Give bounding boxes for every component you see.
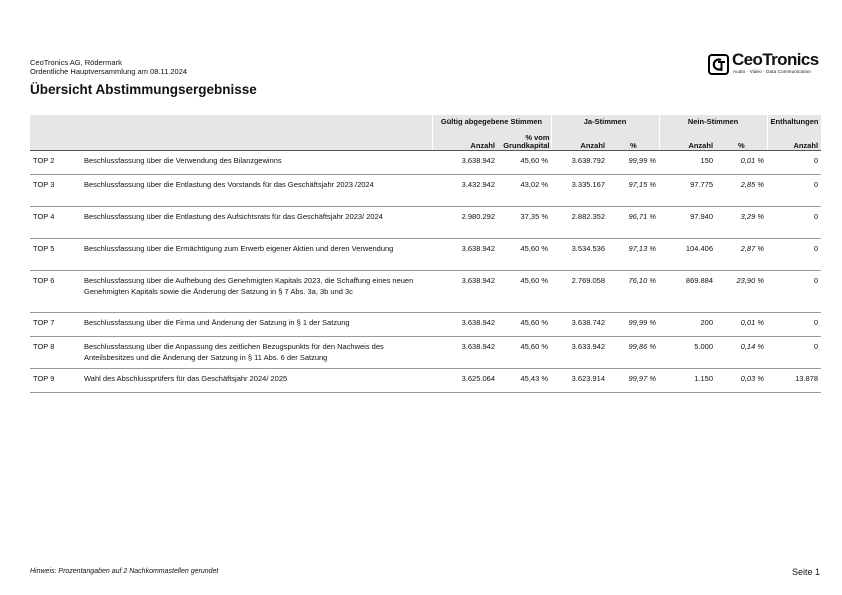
row-valid-count: 3.432.942	[432, 175, 498, 207]
subheader-valid-pct: % vom Grundkapital	[498, 128, 551, 151]
row-valid-count: 3.638.942	[432, 337, 498, 369]
table-row	[30, 313, 821, 337]
page-number: Seite 1	[791, 567, 820, 577]
row-abstain-count: 0	[767, 271, 821, 313]
row-valid-count: 3.638.942	[432, 239, 498, 271]
table-row	[30, 271, 821, 313]
voting-results-table	[30, 115, 821, 393]
row-yes-count: 2.769.058	[551, 271, 608, 313]
logo-text: CeoTronics	[732, 50, 819, 69]
table-row	[30, 337, 821, 369]
row-top-label: TOP 5	[30, 239, 81, 271]
row-yes-count: 3.638.792	[551, 151, 608, 175]
header-abstentions: Enthaltungen	[767, 115, 821, 128]
row-yes-pct: 99,86 %	[608, 337, 659, 369]
table-group-header-row	[30, 115, 821, 128]
row-description: Beschlussfassung über die Anpassung des zeitlichen Bezugspunkts für den Nachweis des Anteilsbesitzes und die Änderung der Satzung in § 11 Abs. 6 der Satzung	[81, 337, 432, 369]
subheader-empty	[30, 128, 432, 151]
row-abstain-count: 0	[767, 151, 821, 175]
row-no-pct: 0,14 %	[716, 337, 767, 369]
row-no-count: 869.884	[659, 271, 716, 313]
row-valid-pct: 37,35 %	[498, 207, 551, 239]
row-abstain-count: 13.878	[767, 369, 821, 393]
row-no-pct: 0,03 %	[716, 369, 767, 393]
row-description: Beschlussfassung über die Entlastung des Aufsichtsrats für das Geschäftsjahr 2023/ 2024	[81, 207, 432, 239]
subheader-yes-pct: %	[608, 128, 659, 151]
row-top-label: TOP 7	[30, 313, 81, 337]
subheader-yes-count: Anzahl	[551, 128, 608, 151]
row-no-pct: 23,90 %	[716, 271, 767, 313]
header-valid-votes: Gültig abgegebene Stimmen	[432, 115, 551, 128]
header-yes-votes: Ja-Stimmen	[551, 115, 659, 128]
row-valid-count: 3.638.942	[432, 271, 498, 313]
row-yes-count: 3.534.536	[551, 239, 608, 271]
row-valid-count: 3.625.064	[432, 369, 498, 393]
row-description: Beschlussfassung über die Aufhebung des Genehmigten Kapitals 2023, die Schaffung eines neuen Genehmigten Kapitals sowie die Änderung der Satzung in § 7 Abs. 3a, 3b und 3c	[81, 271, 432, 313]
row-abstain-count: 0	[767, 175, 821, 207]
row-description: Wahl des Abschlussprüfers für das Geschäftsjahr 2024/ 2025	[81, 369, 432, 393]
row-yes-pct: 99,99 %	[608, 313, 659, 337]
row-no-pct: 2,87 %	[716, 239, 767, 271]
row-top-label: TOP 8	[30, 337, 81, 369]
row-yes-count: 3.623.914	[551, 369, 608, 393]
row-valid-pct: 45,60 %	[498, 337, 551, 369]
row-valid-pct: 45,43 %	[498, 369, 551, 393]
subheader-no-pct: %	[716, 128, 767, 151]
row-valid-count: 3.638.942	[432, 151, 498, 175]
row-abstain-count: 0	[767, 337, 821, 369]
table-row	[30, 369, 821, 393]
row-no-count: 97.775	[659, 175, 716, 207]
table-row	[30, 151, 821, 175]
row-no-pct: 3,29 %	[716, 207, 767, 239]
row-top-label: TOP 3	[30, 175, 81, 207]
ceotronics-logo	[708, 50, 822, 79]
row-no-count: 5.000	[659, 337, 716, 369]
subheader-abstain-count: Anzahl	[767, 128, 821, 151]
row-top-label: TOP 4	[30, 207, 81, 239]
row-yes-pct: 96,71 %	[608, 207, 659, 239]
row-yes-pct: 99,99 %	[608, 151, 659, 175]
logo-mark-icon	[708, 54, 729, 75]
row-valid-pct: 43,02 %	[498, 175, 551, 207]
row-description: Beschlussfassung über die Entlastung des Vorstands für das Geschäftsjahr 2023 /2024	[81, 175, 432, 207]
table-row	[30, 239, 821, 271]
row-top-label: TOP 2	[30, 151, 81, 175]
row-yes-count: 2.882.352	[551, 207, 608, 239]
row-no-count: 1.150	[659, 369, 716, 393]
row-no-count: 150	[659, 151, 716, 175]
table-sub-header-row	[30, 128, 821, 151]
row-valid-pct: 45,60 %	[498, 271, 551, 313]
row-abstain-count: 0	[767, 207, 821, 239]
row-valid-pct: 45,60 %	[498, 151, 551, 175]
document-header	[30, 58, 187, 76]
row-no-count: 104.406	[659, 239, 716, 271]
row-valid-count: 2.980.292	[432, 207, 498, 239]
meeting-line: Ordentliche Hauptversammlung am 08.11.2024	[30, 67, 188, 76]
row-yes-count: 3.638.742	[551, 313, 608, 337]
row-valid-pct: 45,60 %	[498, 313, 551, 337]
page-title: Übersicht Abstimmungsergebnisse	[30, 82, 257, 97]
row-no-pct: 2,85 %	[716, 175, 767, 207]
row-description: Beschlussfassung über die Ermächtigung zum Erwerb eigener Aktien und deren Verwendung	[81, 239, 432, 271]
row-description: Beschlussfassung über die Firma und Änderung der Satzung in § 1 der Satzung	[81, 313, 432, 337]
row-no-pct: 0,01 %	[716, 313, 767, 337]
header-empty	[30, 115, 432, 128]
logo-subline: Audio · Video · Data Communication	[733, 69, 811, 74]
row-no-count: 200	[659, 313, 716, 337]
table-row	[30, 207, 821, 239]
subheader-valid-count: Anzahl	[432, 128, 498, 151]
row-yes-pct: 76,10 %	[608, 271, 659, 313]
table-row	[30, 175, 821, 207]
footnote: Hinweis: Prozentangaben auf 2 Nachkommastellen gerundet	[30, 568, 219, 575]
row-description: Beschlussfassung über die Verwendung des Bilanzgewinns	[81, 151, 432, 175]
row-yes-pct: 97,15 %	[608, 175, 659, 207]
row-yes-count: 3.335.167	[551, 175, 608, 207]
row-no-pct: 0,01 %	[716, 151, 767, 175]
subheader-no-count: Anzahl	[659, 128, 716, 151]
row-abstain-count: 0	[767, 313, 821, 337]
header-no-votes: Nein-Stimmen	[659, 115, 767, 128]
row-abstain-count: 0	[767, 239, 821, 271]
row-no-count: 97.940	[659, 207, 716, 239]
row-top-label: TOP 9	[30, 369, 81, 393]
row-yes-pct: 97,13 %	[608, 239, 659, 271]
row-yes-pct: 99,97 %	[608, 369, 659, 393]
row-yes-count: 3.633.942	[551, 337, 608, 369]
row-top-label: TOP 6	[30, 271, 81, 313]
company-line: CeoTronics AG, Rödermark	[30, 58, 122, 67]
row-valid-count: 3.638.942	[432, 313, 498, 337]
row-valid-pct: 45,60 %	[498, 239, 551, 271]
